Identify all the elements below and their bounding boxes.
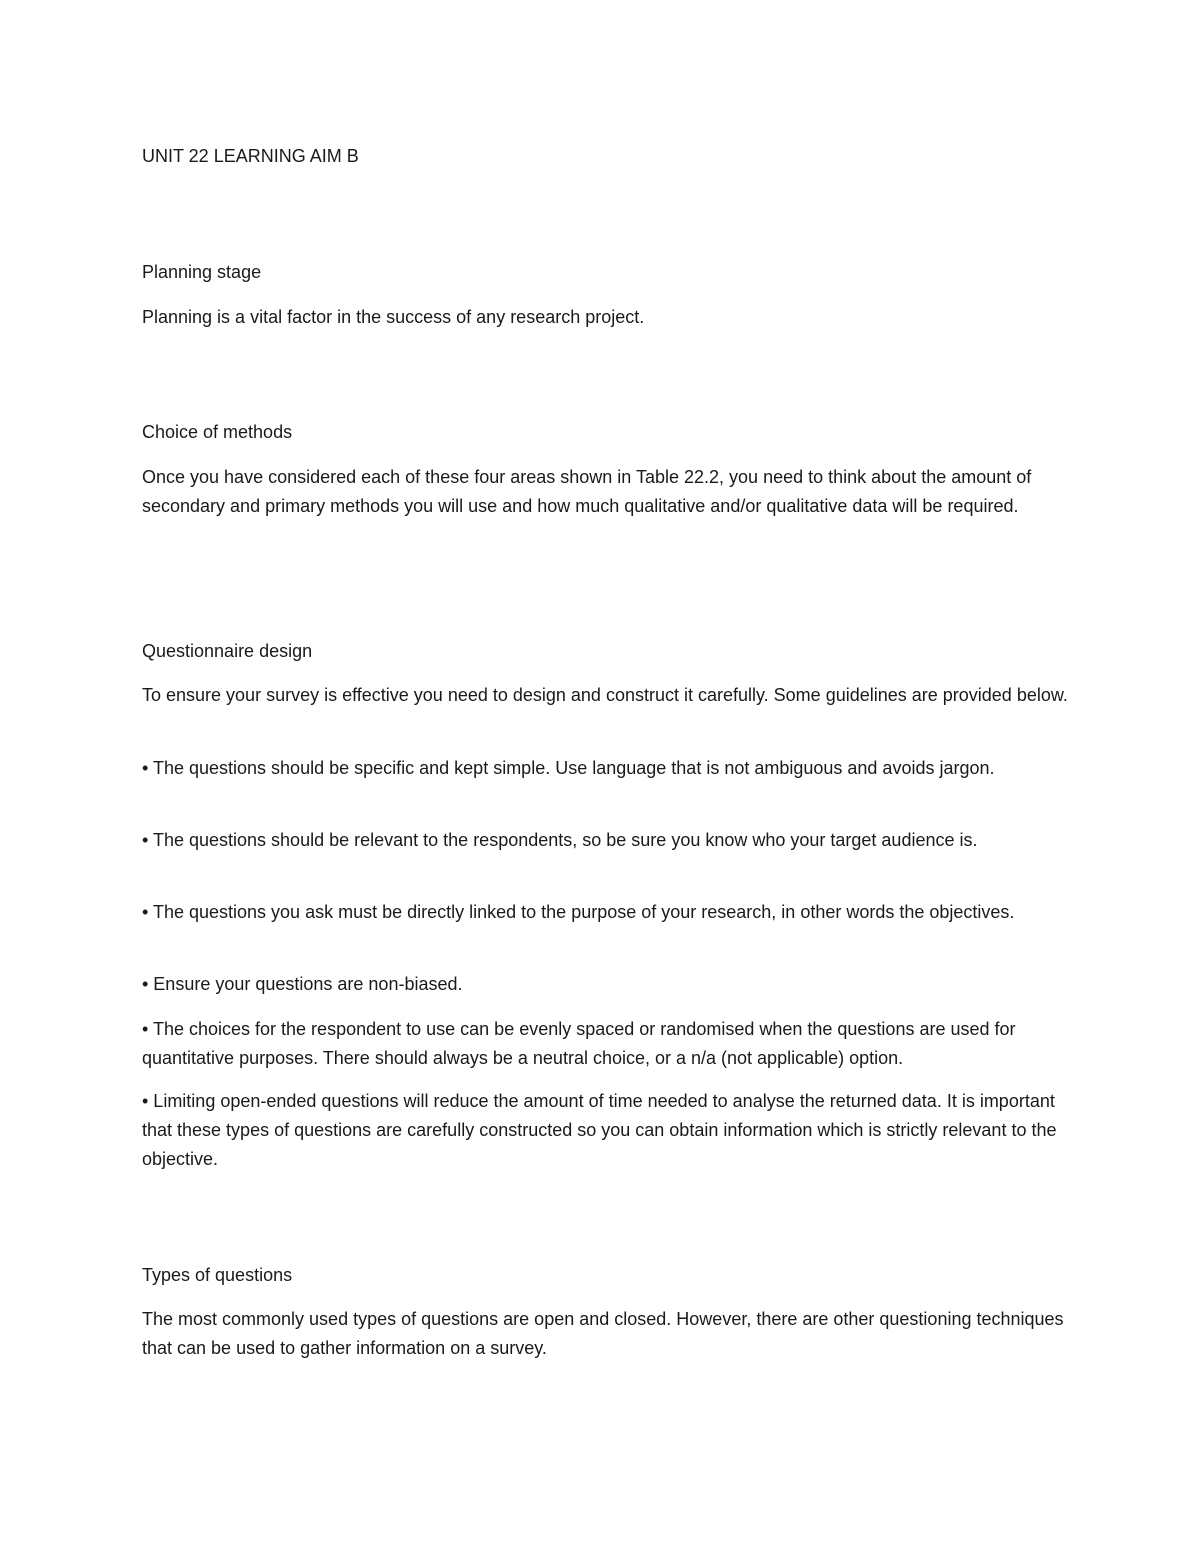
bullet-item: • The questions should be relevant to the respondents, so be sure you know who your target audience is. <box>142 830 978 850</box>
bullet-item: • Ensure your questions are non-biased. <box>142 974 463 994</box>
paragraph-questionnaire-design: To ensure your survey is effective you need to design and construct it carefully. Some guidelines are provided below. <box>142 685 1068 705</box>
bullet-item: • The choices for the respondent to use can be evenly spaced or randomised when the questions are used for quantitative purposes. There should always be a neutral choice, or a n/a (not applicable) option. <box>142 1019 1016 1068</box>
paragraph-types-of-questions: The most commonly used types of questions are open and closed. However, there are other questioning techniques that can be used to gather information on a survey. <box>142 1309 1064 1358</box>
section-heading-types-of-questions: Types of questions <box>142 1265 293 1285</box>
bullet-item: • Limiting open-ended questions will reduce the amount of time needed to analyse the returned data. It is important that these types of questions are carefully constructed so you can obtain information which is strictly relevant to the objective. <box>142 1091 1057 1169</box>
section-heading-planning: Planning stage <box>142 262 262 282</box>
document-title: UNIT 22 LEARNING AIM B <box>142 146 359 166</box>
paragraph-planning: Planning is a vital factor in the success of any research project. <box>142 307 645 327</box>
bullet-item: • The questions should be specific and kept simple. Use language that is not ambiguous and avoids jargon. <box>142 758 995 778</box>
bullet-item: • The questions you ask must be directly linked to the purpose of your research, in other words the objectives. <box>142 902 1015 922</box>
section-heading-questionnaire-design: Questionnaire design <box>142 641 313 661</box>
section-heading-choice-of-methods: Choice of methods <box>142 422 293 442</box>
paragraph-choice-of-methods: Once you have considered each of these four areas shown in Table 22.2, you need to think about the amount of secondary and primary methods you will use and how much qualitative and/or qualitative data will be required. <box>142 467 1032 516</box>
